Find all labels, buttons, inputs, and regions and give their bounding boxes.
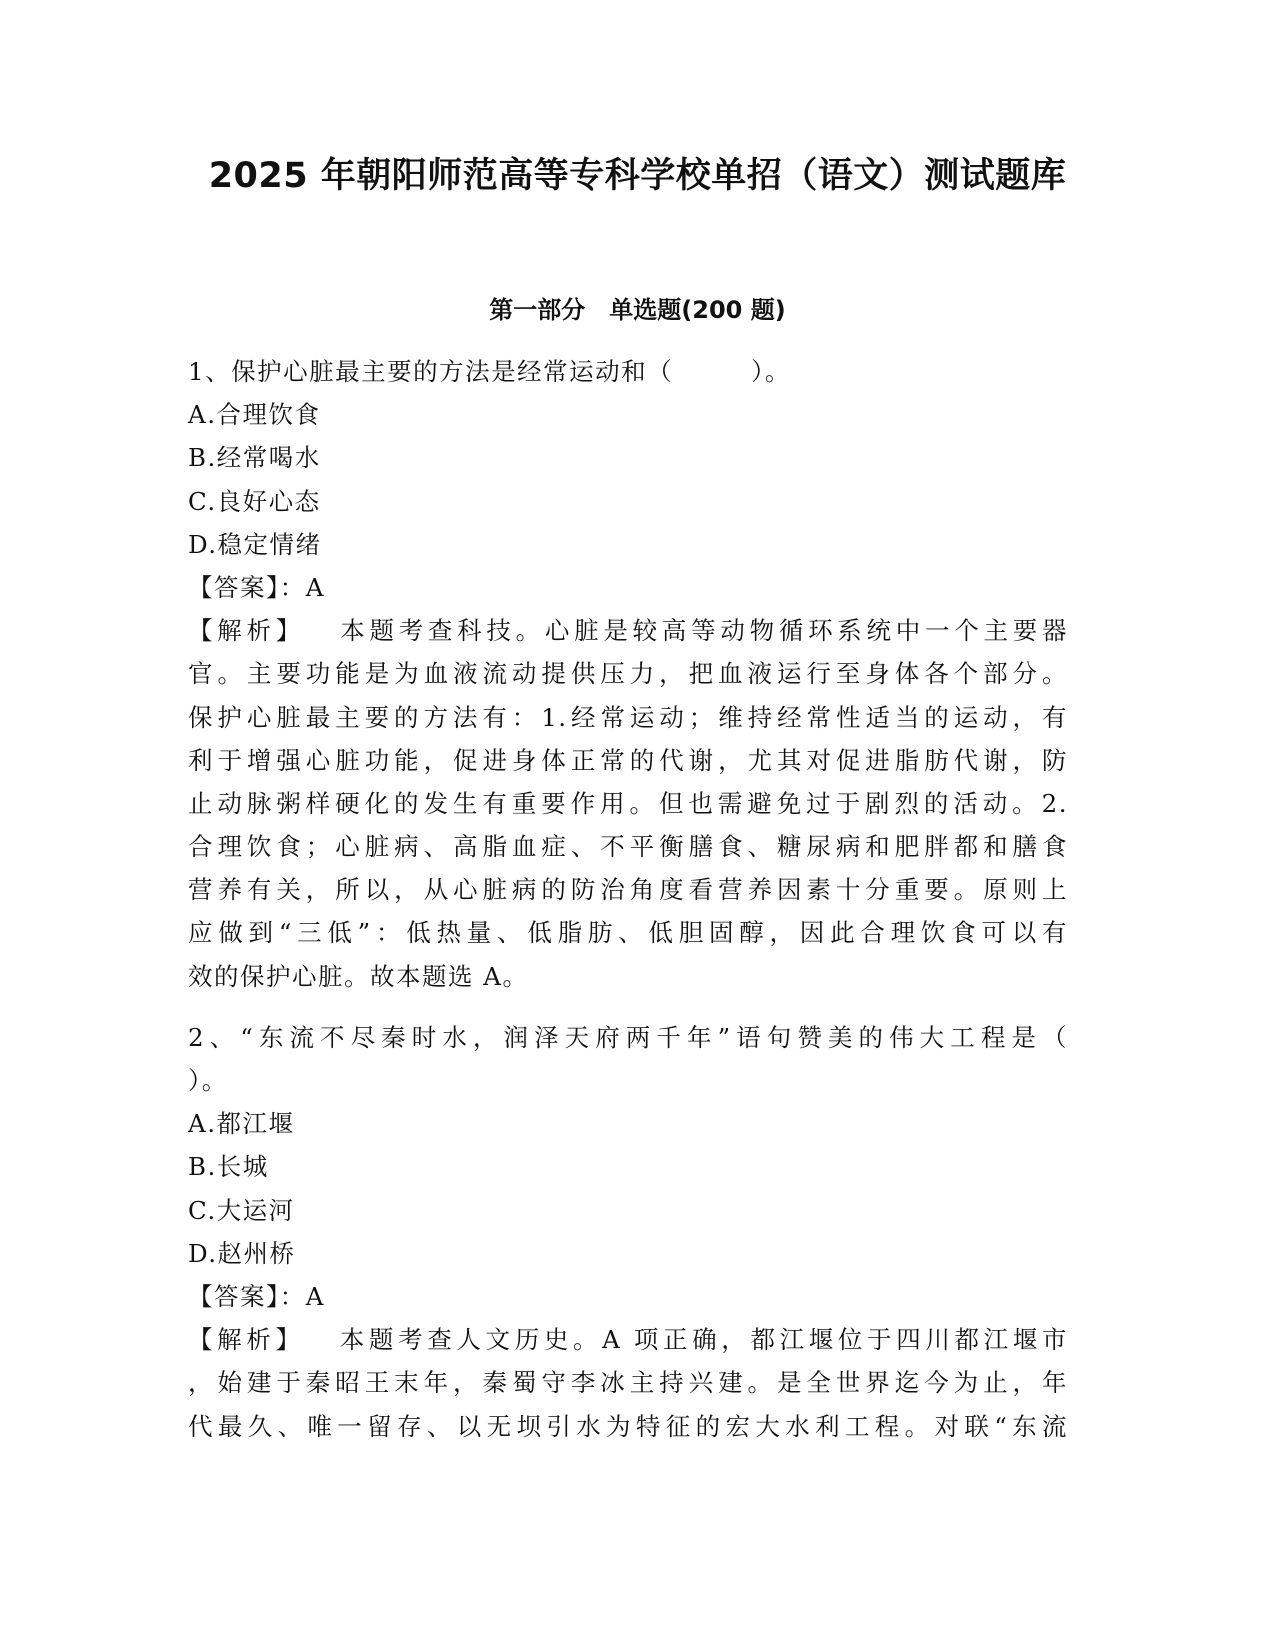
analysis-line: ，始建于秦昭王末年，秦蜀守李冰主持兴建。是全世界迄今为止，年 [188, 1368, 1068, 1398]
analysis-line: 应做到“三低”：低热量、低脂肪、低胆固醇，因此合理饮食可以有 [188, 918, 1068, 948]
answer-line: 【答案】：A [188, 1281, 325, 1311]
section-heading: 第一部分 单选题(200 题) [489, 296, 786, 324]
question-2 [188, 1016, 1068, 1448]
question-stem: 1、保护心脏最主要的方法是经常运动和（ ）。 [188, 357, 791, 386]
question-1 [188, 350, 1068, 998]
analysis-text: 本题考查人文历史。A 项正确，都江堰位于四川都江堰市 [336, 1325, 1068, 1355]
analysis-line: 营养有关，所以，从心脏病的防治角度看营养因素十分重要。原则上 [188, 875, 1068, 905]
document-title: 2025 年朝阳师范高等专科学校单招（语文）测试题库 [208, 156, 1067, 196]
analysis-line: 官。主要功能是为血液流动提供压力，把血液运行至身体各个部分。 [188, 659, 1068, 689]
analysis-line: 合理饮食；心脏病、高脂血症、不平衡膳食、糖尿病和肥胖都和膳食 [188, 832, 1068, 862]
option-b: B.经常喝水 [188, 443, 321, 473]
question-stem-cont: ）。 [188, 1066, 228, 1095]
option-c: C.大运河 [188, 1195, 295, 1225]
question-stem: 2、“东流不尽秦时水，润泽天府两千年”语句赞美的伟大工程是（ [188, 1022, 1068, 1052]
option-c: C.良好心态 [188, 486, 321, 516]
question-list [188, 350, 1068, 1448]
analysis-line [188, 609, 1068, 652]
analysis-line: 止动脉粥样硬化的发生有重要作用。但也需避免过于剧烈的活动。2. [188, 788, 1068, 818]
analysis-line [188, 1318, 1068, 1361]
option-d: D.赵州桥 [188, 1238, 296, 1268]
option-d: D.稳定情绪 [188, 529, 322, 559]
option-a: A.都江堰 [188, 1109, 295, 1139]
analysis-label: 【解析】 [188, 616, 305, 646]
option-a: A.合理饮食 [188, 400, 321, 430]
analysis-line: 保护心脏最主要的方法有：1.经常运动；维持经常性适当的运动，有 [188, 702, 1068, 732]
analysis-text: 本题考查科技。心脏是较高等动物循环系统中一个主要器 [336, 616, 1068, 646]
answer-line: 【答案】：A [188, 572, 325, 602]
analysis-label: 【解析】 [188, 1325, 305, 1355]
analysis-line: 代最久、唯一留存、以无坝引水为特征的宏大水利工程。对联“东流 [188, 1411, 1068, 1441]
analysis-line: 利于增强心脏功能，促进身体正常的代谢，尤其对促进脂肪代谢，防 [188, 745, 1068, 775]
analysis-line: 效的保护心脏。故本题选 A。 [188, 961, 529, 991]
option-b: B.长城 [188, 1152, 269, 1182]
